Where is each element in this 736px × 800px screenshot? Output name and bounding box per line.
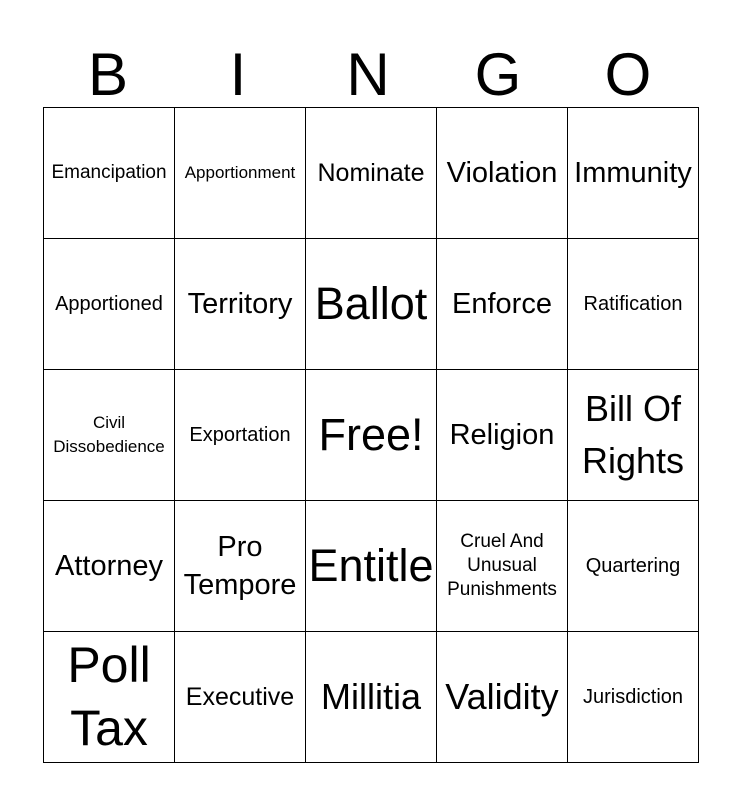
bingo-cell (44, 501, 175, 632)
cell-text: Nominate (317, 159, 425, 187)
bingo-cell (306, 239, 437, 370)
bingo-cell (437, 108, 568, 239)
bingo-cell (437, 632, 568, 763)
bingo-cell (568, 370, 699, 501)
header-letter-g: G (474, 41, 522, 108)
bingo-cell (437, 239, 568, 370)
header-letter-b: B (87, 41, 129, 108)
cell-text: Poll Tax (67, 637, 151, 756)
bingo-cell (175, 108, 306, 239)
cell-text: Territory (187, 288, 293, 320)
cell-text: Religion (449, 419, 555, 451)
bingo-cell (437, 501, 568, 632)
cell-text: Validity (445, 676, 559, 717)
bingo-cell (44, 108, 175, 239)
cell-text: Emancipation (51, 162, 167, 183)
free-space (306, 370, 437, 501)
cell-text: Bill Of Rights (581, 388, 685, 481)
cell-text: Apportionment (184, 163, 296, 182)
bingo-cell (306, 108, 437, 239)
cell-text: Exportation (189, 424, 291, 446)
cell-text: Ballot (314, 278, 428, 329)
bingo-cell (175, 370, 306, 501)
bingo-cell (568, 108, 699, 239)
bingo-cell (44, 239, 175, 370)
header-letter-i: I (229, 41, 247, 108)
bingo-row (44, 632, 699, 763)
cell-text: Apportioned (55, 293, 163, 315)
bingo-cell (175, 501, 306, 632)
bingo-cell (437, 370, 568, 501)
cell-text: Millitia (320, 676, 421, 717)
cell-text: Ratification (583, 293, 683, 315)
cell-text: Cruel And Unusual Punishments (447, 531, 557, 600)
cell-text: Jurisdiction (582, 686, 684, 708)
bingo-cell (568, 632, 699, 763)
bingo-cell (568, 501, 699, 632)
bingo-card (43, 107, 699, 763)
bingo-cell (44, 370, 175, 501)
bingo-row (44, 108, 699, 239)
cell-text: Violation (446, 157, 558, 189)
cell-text: Civil Dissobedience (53, 413, 165, 456)
bingo-header (43, 40, 693, 110)
cell-text: Executive (185, 683, 295, 711)
cell-text: Enforce (452, 288, 552, 320)
header-letter-n: N (346, 41, 390, 108)
cell-text: Entitle (308, 540, 434, 591)
cell-text: Immunity (574, 157, 692, 189)
bingo-cell (44, 632, 175, 763)
bingo-row (44, 239, 699, 370)
cell-text: Quartering (585, 555, 681, 577)
cell-text: Pro Tempore (183, 531, 297, 601)
header-letter-o: O (604, 41, 652, 108)
bingo-cell (175, 239, 306, 370)
bingo-cell (306, 501, 437, 632)
bingo-cell (175, 632, 306, 763)
cell-text: Attorney (55, 550, 163, 582)
bingo-row (44, 501, 699, 632)
cell-text: Free! (318, 409, 424, 460)
bingo-row (44, 370, 699, 501)
bingo-cell (306, 632, 437, 763)
bingo-cell (568, 239, 699, 370)
